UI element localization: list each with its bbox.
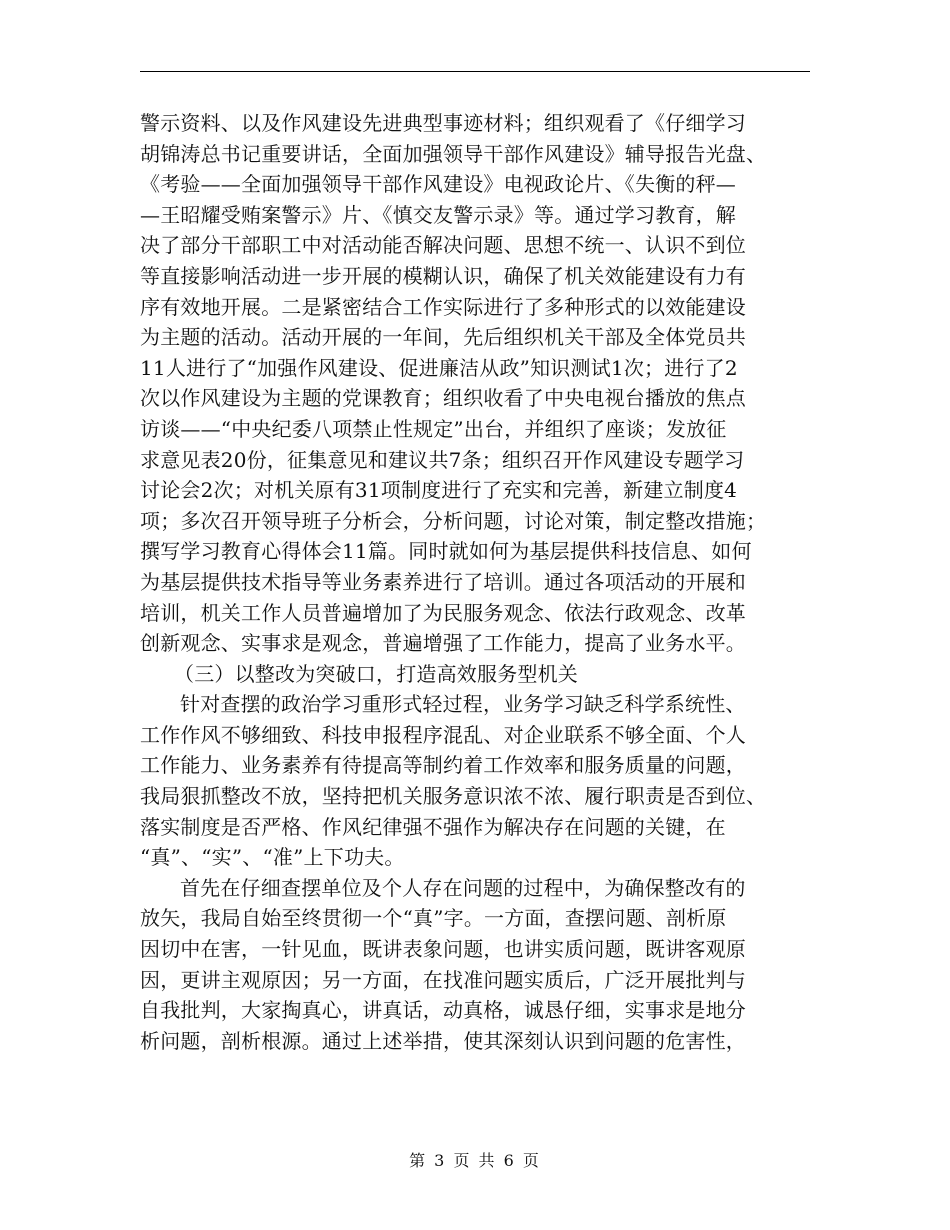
text-line: 为主题的活动。活动开展的一年间，先后组织机关干部及全体党员共: [140, 325, 746, 350]
text-line: 因切中在害，一针见血，既讲表象问题，也讲实质问题，既讲客观原: [140, 937, 746, 962]
text-line: —王昭耀受贿案警示》片、《慎交友警示录》等。通过学习教育，解: [140, 202, 736, 227]
paragraph-first-line: 针对查摆的政治学习重形式轻过程，业务学习缺乏科学系统性、: [180, 692, 746, 717]
text-line: 《考验——全面加强领导干部作风建设》电视政论片、《失衡的秤—: [140, 172, 736, 197]
text-line: 工作作风不够细致、科技申报程序混乱、对企业联系不够全面、个人: [140, 722, 746, 747]
text-line: 落实制度是否严格、作风纪律强不强作为解决存在问题的关键，在: [140, 814, 726, 839]
text-line: 访谈——“中央纪委八项禁止性规定”出台，并组织了座谈；发放征: [140, 416, 727, 441]
section-heading: （三）以整改为突破口，打造高效服务型机关: [174, 661, 578, 686]
page-number: 第 3 页 共 6 页: [409, 1151, 541, 1170]
text-line: 撰写学习教育心得体会11篇。同时就如何为基层提供科技信息、如何: [140, 539, 752, 564]
text-line: 讨论会2次；对机关原有31项制度进行了充实和完善，新建立制度4: [140, 478, 738, 503]
text-line: 序有效地开展。二是紧密结合工作实际进行了多种形式的以效能建设: [140, 294, 746, 319]
text-line: 等直接影响活动进一步开展的模糊认识，确保了机关效能建设有力有: [140, 263, 746, 288]
text-line: 11人进行了“加强作风建设、促进廉洁从政”知识测试1次；进行了2: [140, 355, 738, 380]
text-line: 自我批判，大家掏真心，讲真话，动真格，诚恳仔细，实事求是地分: [140, 998, 746, 1023]
text-line: 项；多次召开领导班子分析会，分析问题，讨论对策，制定整改措施；: [140, 508, 767, 533]
text-line: “真”、“实”、“准”上下功夫。: [140, 845, 405, 870]
text-line: 胡锦涛总书记重要讲话，全面加强领导干部作风建设》辅导报告光盘、: [140, 141, 767, 166]
text-line: 因，更讲主观原因；另一方面，在找准问题实质后，广泛开展批判与: [140, 967, 746, 992]
text-line: 工作能力、业务素养有待提高等制约着工作效率和服务质量的问题，: [140, 753, 746, 778]
text-line: 我局狠抓整改不放，坚持把机关服务意识浓不浓、履行职责是否到位、: [140, 784, 767, 809]
text-line: 创新观念、实事求是观念，普遍增强了工作能力，提高了业务水平。: [140, 631, 746, 656]
text-line: 决了部分干部职工中对活动能否解决问题、思想不统一、认识不到位: [140, 233, 746, 258]
body-text: [140, 108, 810, 1056]
text-line: 为基层提供技术指导等业务素养进行了培训。通过各项活动的开展和: [140, 569, 746, 594]
text-line: 求意见表20份，征集意见和建议共7条；组织召开作风建设专题学习: [140, 447, 745, 472]
text-line: 析问题，剖析根源。通过上述举措，使其深刻认识到问题的危害性，: [140, 1028, 746, 1053]
text-line: 放矢，我局自始至终贯彻一个“真”字。一方面，查摆问题、剖析原: [140, 906, 727, 931]
header-rule: [140, 71, 810, 72]
text-line: 警示资料、以及作风建设先进典型事迹材料；组织观看了《仔细学习: [140, 111, 746, 135]
text-line: 培训，机关工作人员普遍增加了为民服务观念、依法行政观念、改革: [140, 600, 746, 625]
paragraph-first-line: 首先在仔细查摆单位及个人存在问题的过程中，为确保整改有的: [180, 875, 746, 900]
text-line: 次以作风建设为主题的党课教育；组织收看了中央电视台播放的焦点: [140, 386, 746, 411]
